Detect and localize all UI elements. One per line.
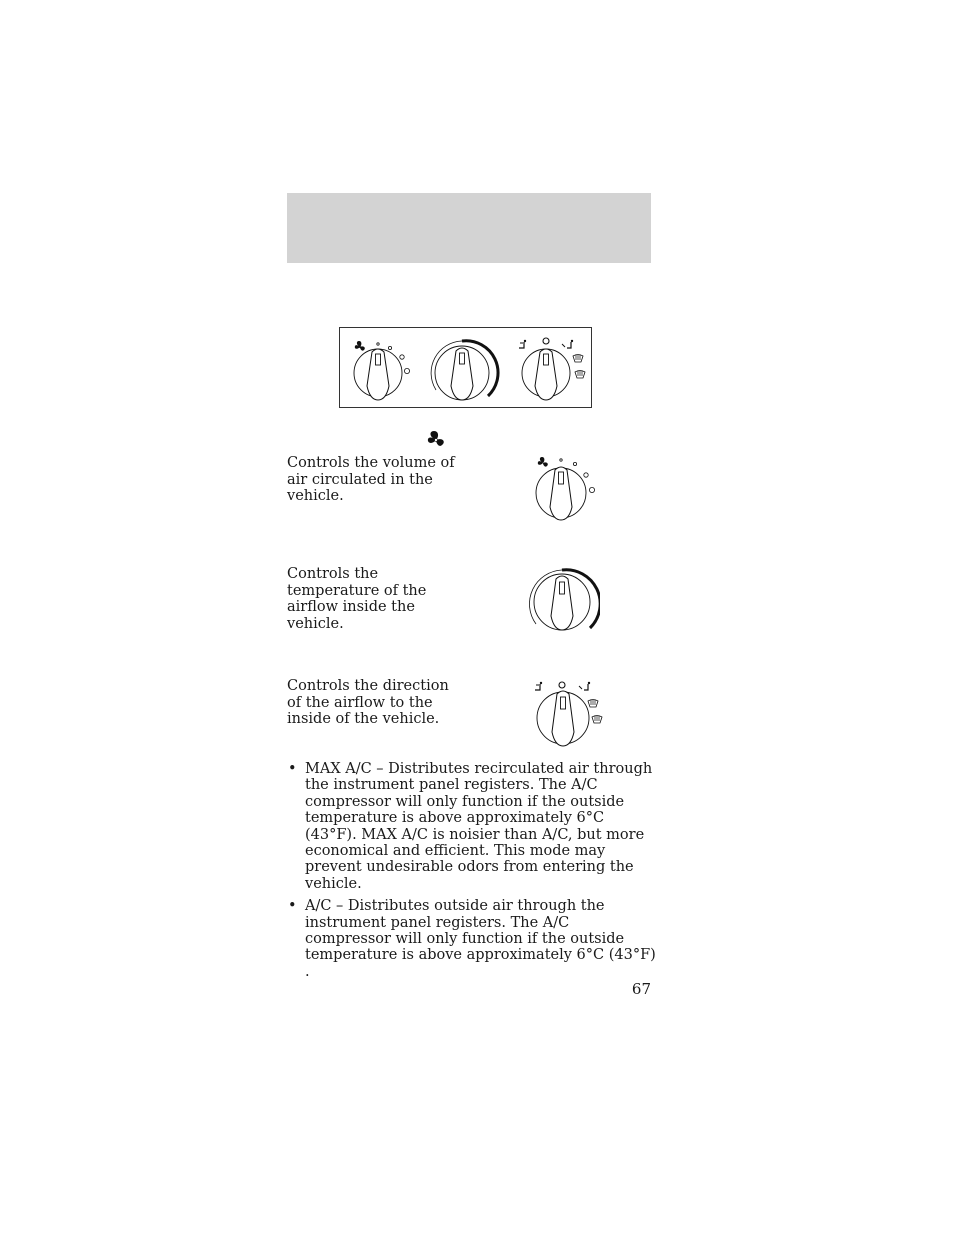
direction-description: Controls the direction of the airflow to the inside of the vehicle. bbox=[287, 678, 449, 727]
page-number: 67 bbox=[631, 980, 651, 998]
fan-icon bbox=[355, 341, 365, 351]
floor-vent-icon bbox=[579, 682, 590, 690]
temperature-description: Controls the temperature of the airflow inside the vehicle. bbox=[287, 566, 427, 632]
fan-icon bbox=[538, 457, 548, 467]
airflow-mode-knob-figure bbox=[530, 678, 606, 748]
mode-descriptions-list bbox=[287, 761, 657, 986]
panel-vent-icon bbox=[519, 340, 526, 348]
floor-vent-icon bbox=[562, 340, 573, 348]
fan-description: Controls the volume of air circulated in the vehicle. bbox=[287, 455, 455, 504]
climate-control-panel-illustration bbox=[339, 327, 592, 408]
list-item-max-ac: • MAX A/C – Distributes recirculated air through the instrument panel registers. The A/C compressor will only function if the outside temperature is above approximately 6°C (43°F). MAX A/C is noisier than A/C, but more economical and efficient. This mode may prevent undesirable odors from entering the vehicle. bbox=[287, 761, 657, 892]
temperature-knob-figure bbox=[524, 566, 600, 636]
defrost-icon bbox=[575, 371, 585, 379]
list-item-ac: • A/C – Distributes outside air through the instrument panel registers. The A/C compressor will only function if the outside temperature is above approximately 6°C (43°F) . bbox=[287, 898, 657, 980]
section-header-band bbox=[287, 193, 651, 263]
fan-icon bbox=[426, 430, 446, 450]
defrost-floor-icon bbox=[588, 700, 598, 708]
defrost-floor-icon bbox=[573, 355, 583, 363]
fan-speed-knob-figure bbox=[527, 455, 599, 523]
airflow-mode-knob bbox=[519, 338, 585, 400]
temperature-knob bbox=[431, 341, 498, 400]
defrost-icon bbox=[592, 716, 602, 724]
panel-vent-icon bbox=[535, 682, 542, 690]
fan-speed-knob bbox=[354, 341, 410, 400]
